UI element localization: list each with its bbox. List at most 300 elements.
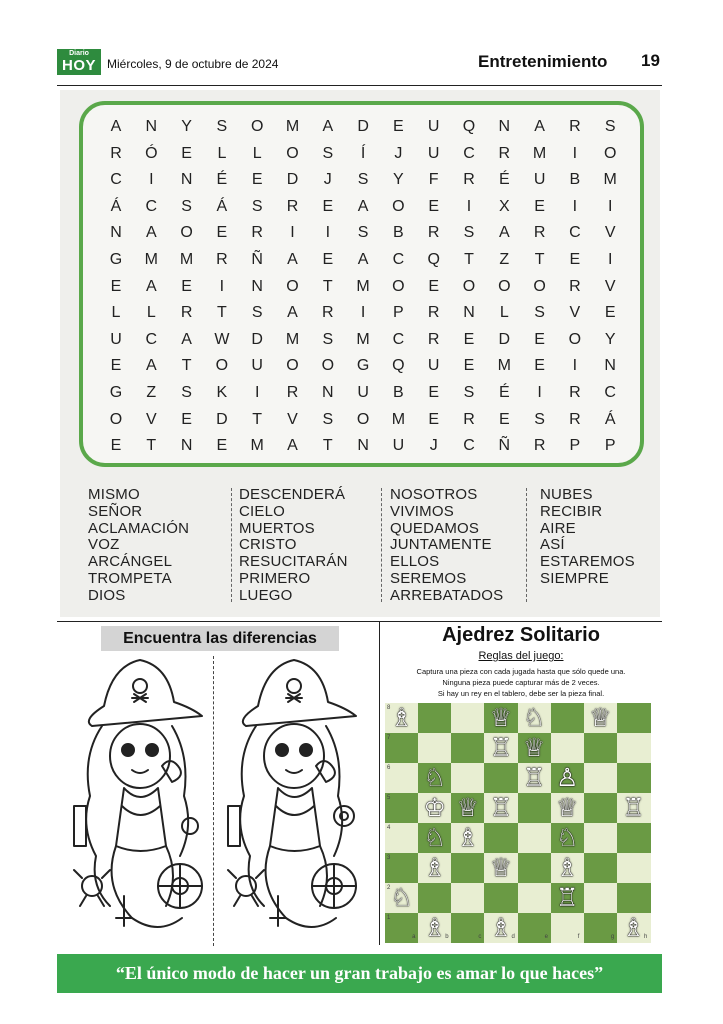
chess-square (451, 733, 485, 763)
grid-letter: O (286, 144, 299, 162)
word-list-item: SEÑOR (88, 502, 143, 520)
grid-letter: E (463, 357, 475, 375)
grid-letter: M (250, 437, 264, 455)
grid-letter: Á (216, 197, 228, 215)
grid-letter: U (427, 357, 440, 375)
grid-letter: E (498, 410, 510, 428)
grid-letter: A (181, 330, 192, 348)
logo-big-text: HOY (61, 57, 96, 74)
chess-square (617, 883, 651, 913)
grid-letter: N (110, 224, 122, 242)
grid-letter: Á (110, 197, 122, 215)
word-list-item: RECIBIR (540, 502, 603, 520)
grid-letter: M (532, 144, 547, 162)
grid-letter: E (534, 197, 545, 215)
grid-letter: J (394, 144, 403, 162)
chess-square (617, 823, 651, 853)
grid-letter: R (498, 144, 511, 162)
grid-letter: O (392, 277, 405, 295)
file-label: b (445, 934, 449, 940)
newspaper-logo (57, 49, 101, 75)
file-label: e (544, 934, 548, 940)
grid-letter: C (145, 197, 158, 215)
chess-square (451, 853, 485, 883)
chess-square (584, 853, 618, 883)
chess-rules-heading: Reglas del juego: (478, 650, 564, 662)
grid-letter: P (393, 304, 404, 322)
grid-letter: Ñ (251, 251, 263, 268)
grid-letter: M (356, 277, 370, 295)
word-list-item: LUEGO (239, 586, 293, 604)
word-list-item: QUEDAMOS (390, 519, 480, 537)
grid-letter: G (109, 251, 123, 268)
grid-letter: Q (392, 357, 405, 375)
grid-letter: N (463, 304, 475, 322)
chess-square (451, 703, 485, 733)
grid-letter: A (357, 197, 369, 215)
grid-letter: L (217, 144, 227, 162)
grid-letter: V (145, 410, 157, 428)
grid-letter: Ñ (498, 437, 511, 455)
grid-letter: X (498, 197, 510, 215)
chess-square (584, 793, 618, 823)
grid-letter: E (569, 251, 581, 268)
grid-letter: O (321, 357, 335, 375)
grid-letter: U (110, 330, 122, 348)
chess-square (518, 883, 552, 913)
grid-letter: V (604, 224, 616, 242)
grid-letter: A (498, 224, 510, 242)
grid-letter: A (110, 118, 122, 135)
grid-letter: E (216, 437, 228, 455)
grid-letter: I (572, 197, 578, 215)
chess-square (484, 823, 518, 853)
chess-piece-bishop-icon: ♗ (622, 914, 645, 942)
chess-square (617, 703, 651, 733)
word-list-item: SEREMOS (390, 570, 467, 587)
chess-piece-knight-icon: ♘ (423, 824, 446, 852)
rank-label: 5 (387, 795, 391, 801)
chess-square (451, 883, 485, 913)
grid-letter: O (498, 277, 511, 295)
grid-letter: Z (146, 384, 157, 401)
grid-letter: N (322, 384, 334, 401)
grid-letter: A (145, 224, 157, 242)
grid-letter: A (287, 304, 298, 322)
grid-letter: É (498, 384, 510, 401)
word-list-item: VIVIMOS (390, 502, 454, 520)
chess-piece-pawn-icon: ♙ (555, 764, 579, 792)
grid-letter: S (181, 197, 192, 215)
grid-letter: C (392, 251, 405, 268)
grid-letter: S (216, 118, 228, 135)
grid-letter: Y (604, 330, 616, 348)
word-list-divider (526, 488, 527, 602)
word-list-divider (381, 488, 382, 602)
grid-letter: M (497, 357, 511, 375)
grid-letter: S (251, 197, 263, 215)
grid-letter: Z (499, 251, 510, 268)
chess-piece-queen-icon: ♕ (589, 704, 612, 732)
grid-letter: S (322, 330, 334, 348)
grid-letter: I (572, 144, 578, 162)
grid-letter: O (180, 224, 193, 242)
grid-letter: I (219, 277, 225, 295)
grid-letter: G (356, 357, 370, 375)
chess-square (518, 823, 552, 853)
rank-label: 8 (387, 705, 391, 711)
grid-letter: U (251, 357, 263, 375)
grid-letter: U (427, 144, 440, 162)
chess-square (484, 763, 518, 793)
section-title: Entretenimiento (478, 52, 608, 71)
grid-letter: Í (360, 144, 366, 162)
mermaid-pirate-illustration-left (62, 656, 212, 946)
grid-letter: Q (427, 251, 440, 268)
grid-letter: E (322, 197, 334, 215)
grid-letter: C (604, 384, 616, 401)
grid-letter: A (145, 357, 157, 375)
grid-letter: R (322, 304, 334, 322)
grid-letter: I (290, 224, 295, 242)
grid-letter: M (285, 118, 300, 135)
grid-letter: E (110, 357, 122, 375)
grid-letter: I (466, 197, 472, 215)
grid-letter: S (322, 144, 334, 162)
rank-label: 4 (387, 825, 391, 831)
chess-piece-bishop-icon: ♗ (456, 824, 480, 852)
grid-letter: R (251, 224, 263, 242)
grid-letter: E (428, 197, 440, 215)
grid-letter: E (322, 251, 334, 268)
file-label: h (644, 934, 648, 940)
chess-rule-3: Si hay un rey en el tablero, debe ser la pieza final. (437, 689, 605, 698)
grid-letter: O (603, 144, 617, 162)
grid-letter: S (322, 410, 334, 428)
grid-letter: T (217, 304, 227, 322)
grid-letter: C (569, 224, 581, 242)
chess-square (418, 703, 452, 733)
file-label: c (478, 934, 482, 940)
grid-letter: A (287, 437, 298, 455)
chess-piece-queen-icon: ♕ (555, 794, 579, 822)
grid-letter: A (287, 251, 298, 268)
grid-letter: S (181, 384, 192, 401)
chess-square (551, 733, 585, 763)
grid-letter: Ó (145, 144, 158, 162)
grid-letter: C (145, 330, 158, 348)
chess-square (617, 733, 651, 763)
chess-square (484, 883, 518, 913)
grid-letter: R (533, 224, 546, 242)
grid-letter: Y (181, 118, 192, 135)
chess-piece-bishop-icon: ♗ (423, 854, 446, 882)
grid-letter: Y (393, 171, 404, 189)
grid-letter: N (251, 277, 263, 295)
word-list-item: ASÍ (540, 536, 565, 554)
grid-letter: O (286, 277, 299, 295)
chess-piece-rook-icon: ♖ (489, 734, 513, 762)
grid-letter: E (181, 410, 192, 428)
chess-title: Ajedrez Solitario (442, 624, 600, 646)
grid-letter: B (569, 171, 581, 189)
grid-letter: R (180, 304, 193, 322)
chess-square (617, 853, 651, 883)
word-list-item: PRIMERO (239, 570, 311, 587)
grid-letter: E (534, 357, 545, 375)
word-list-item: ACLAMACIÓN (88, 519, 190, 537)
grid-letter: A (145, 277, 157, 295)
word-list-item: TROMPETA (88, 570, 172, 587)
grid-letter: R (569, 384, 581, 401)
grid-letter: E (181, 144, 192, 162)
word-list-item: DIOS (88, 586, 126, 604)
grid-letter: J (323, 171, 332, 189)
chess-piece-rook-icon: ♖ (555, 884, 579, 912)
grid-letter: E (393, 118, 404, 135)
grid-letter: S (251, 304, 263, 322)
grid-letter: J (429, 437, 438, 455)
chess-piece-queen-icon: ♕ (522, 734, 546, 762)
section-rule (57, 621, 662, 622)
grid-letter: B (393, 384, 404, 401)
grid-letter: K (216, 384, 228, 401)
chess-piece-queen-icon: ♕ (456, 794, 480, 822)
grid-letter: D (498, 330, 511, 348)
grid-letter: O (109, 410, 123, 428)
header-rule (57, 85, 662, 86)
grid-letter: I (607, 251, 613, 268)
grid-letter: Á (604, 410, 616, 428)
page-number: 19 (641, 51, 660, 70)
grid-letter: U (533, 171, 546, 189)
word-list-item: NOSOTROS (390, 486, 478, 503)
word-list-item: DESCENDERÁ (239, 486, 346, 503)
grid-letter: P (604, 437, 616, 455)
chess-piece-queen-icon: ♕ (489, 704, 513, 732)
grid-letter: S (463, 224, 475, 242)
grid-letter: T (464, 251, 474, 268)
grid-letter: R (463, 171, 475, 189)
chess-square (518, 853, 552, 883)
grid-letter: S (357, 171, 369, 189)
grid-letter: A (357, 251, 369, 268)
grid-letter: B (393, 224, 404, 242)
grid-letter: V (287, 410, 298, 428)
grid-letter: R (533, 437, 546, 455)
grid-letter: M (356, 330, 370, 348)
word-list-item: CIELO (239, 502, 286, 520)
grid-letter: S (534, 304, 545, 322)
grid-letter: E (604, 304, 616, 322)
word-list-item: ELLOS (390, 553, 440, 571)
chess-piece-rook-icon: ♖ (522, 764, 546, 792)
grid-letter: D (216, 410, 228, 428)
word-list-item: MUERTOS (239, 519, 315, 537)
grid-letter: E (428, 277, 440, 295)
grid-letter: R (286, 384, 299, 401)
grid-letter: I (572, 357, 578, 375)
grid-letter: M (179, 251, 194, 268)
rank-label: 6 (387, 765, 391, 771)
word-list-item: JUNTAMENTE (390, 536, 492, 554)
grid-letter: R (110, 144, 122, 162)
grid-letter: D (251, 330, 263, 348)
quote-banner: “El único modo de hacer un gran trabajo es amar lo que haces” (57, 954, 662, 993)
word-list-item: RESUCITARÁN (239, 553, 348, 571)
grid-letter: E (110, 277, 122, 295)
grid-letter: I (537, 384, 542, 401)
logo-small-text: Diario (69, 50, 89, 57)
grid-letter: É (216, 171, 228, 189)
rank-label: 1 (387, 915, 391, 921)
grid-letter: N (498, 118, 511, 135)
grid-letter: A (534, 118, 545, 135)
grid-letter: D (286, 171, 299, 189)
grid-letter: O (250, 118, 264, 135)
grid-letter: C (463, 437, 475, 455)
grid-letter: E (534, 330, 545, 348)
chess-square (584, 823, 618, 853)
word-list-item: NUBES (540, 486, 593, 503)
grid-letter: U (427, 118, 440, 135)
grid-letter: E (428, 410, 440, 428)
word-list-item: MISMO (88, 486, 140, 503)
grid-letter: T (252, 410, 263, 428)
grid-letter: S (357, 224, 369, 242)
chess-rule-2: Ninguna pieza puede capturar más de 2 veces. (442, 678, 600, 687)
grid-letter: I (149, 171, 154, 189)
chess-piece-bishop-icon: ♗ (423, 914, 446, 942)
grid-letter: S (463, 384, 475, 401)
word-list-item: AIRE (540, 519, 576, 537)
grid-letter: R (216, 251, 228, 268)
grid-letter: O (533, 277, 546, 295)
grid-letter: I (254, 384, 260, 401)
chess-piece-knight-icon: ♘ (390, 884, 413, 912)
chess-piece-knight-icon: ♘ (522, 704, 546, 732)
differences-dashed-divider (213, 656, 214, 946)
grid-letter: R (427, 224, 440, 242)
issue-date: Miércoles, 9 de octubre de 2024 (107, 57, 279, 71)
grid-letter: O (215, 357, 229, 375)
grid-letter: D (357, 118, 369, 135)
differences-title: Encuentra las diferencias (101, 626, 339, 651)
grid-letter: U (392, 437, 405, 455)
chess-square (584, 763, 618, 793)
grid-letter: O (286, 357, 299, 375)
mermaid-pirate-illustration-right (216, 656, 366, 946)
chess-piece-bishop-icon: ♗ (555, 854, 579, 882)
chess-square (551, 913, 585, 943)
grid-letter: O (392, 197, 405, 215)
grid-letter: T (322, 437, 333, 455)
grid-letter: W (214, 330, 230, 348)
word-list-item: VOZ (88, 536, 120, 554)
grid-letter: N (180, 437, 193, 455)
grid-letter: N (145, 118, 158, 135)
grid-letter: T (181, 357, 192, 375)
file-label: d (511, 934, 515, 940)
grid-letter: L (499, 304, 509, 322)
rank-label: 7 (387, 735, 391, 741)
chess-square (584, 883, 618, 913)
grid-letter: Q (462, 118, 476, 135)
chess-square (418, 733, 452, 763)
grid-letter: I (607, 197, 613, 215)
grid-letter: R (569, 118, 581, 135)
grid-letter: G (109, 384, 123, 401)
grid-letter: T (534, 251, 545, 268)
chess-square (418, 883, 452, 913)
grid-letter: S (534, 410, 545, 428)
grid-letter: R (463, 410, 475, 428)
grid-letter: P (569, 437, 581, 455)
rank-label: 3 (387, 855, 391, 861)
grid-letter: L (111, 304, 121, 322)
grid-letter: T (322, 277, 333, 295)
grid-letter: I (325, 224, 331, 242)
chess-rule-1: Captura una pieza con cada jugada hasta que sólo quede una. (416, 667, 626, 676)
chess-square (584, 733, 618, 763)
chess-square (451, 763, 485, 793)
grid-letter: R (569, 277, 581, 295)
grid-letter: S (604, 118, 616, 135)
grid-letter: O (568, 330, 582, 348)
grid-letter: A (322, 118, 334, 135)
word-list-item: ESTAREMOS (540, 553, 635, 571)
grid-letter: I (360, 304, 366, 322)
chess-piece-bishop-icon: ♗ (390, 704, 413, 732)
grid-letter: R (569, 410, 581, 428)
grid-letter: R (286, 197, 299, 215)
grid-letter: V (569, 304, 581, 322)
file-label: g (610, 934, 615, 940)
chess-piece-rook-icon: ♖ (489, 794, 513, 822)
chess-piece-king-icon: ♔ (423, 794, 446, 822)
grid-letter: U (357, 384, 369, 401)
grid-letter: E (251, 171, 263, 189)
grid-letter: N (180, 171, 193, 189)
grid-letter: M (285, 330, 300, 348)
grid-letter: E (181, 277, 192, 295)
grid-letter: C (110, 171, 122, 189)
word-list-item: ARCÁNGEL (88, 553, 173, 571)
chess-piece-knight-icon: ♘ (555, 824, 579, 852)
grid-letter: E (216, 224, 228, 242)
word-list-item: ARREBATADOS (390, 586, 504, 604)
grid-letter: N (604, 357, 616, 375)
grid-letter: C (392, 330, 405, 348)
grid-letter: E (463, 330, 475, 348)
grid-letter: F (428, 171, 439, 189)
chess-piece-queen-icon: ♕ (489, 854, 513, 882)
file-label: f (577, 934, 580, 940)
grid-letter: É (498, 171, 510, 189)
chess-piece-knight-icon: ♘ (423, 764, 446, 792)
chess-square (551, 703, 585, 733)
grid-letter: N (357, 437, 369, 455)
chess-piece-rook-icon: ♖ (622, 794, 645, 822)
grid-letter: E (110, 437, 122, 455)
grid-letter: T (146, 437, 157, 455)
chess-square (617, 763, 651, 793)
grid-letter: E (428, 384, 440, 401)
file-label: a (412, 934, 416, 940)
word-list-divider (231, 488, 232, 602)
grid-letter: M (603, 171, 617, 189)
rank-label: 2 (387, 885, 391, 891)
